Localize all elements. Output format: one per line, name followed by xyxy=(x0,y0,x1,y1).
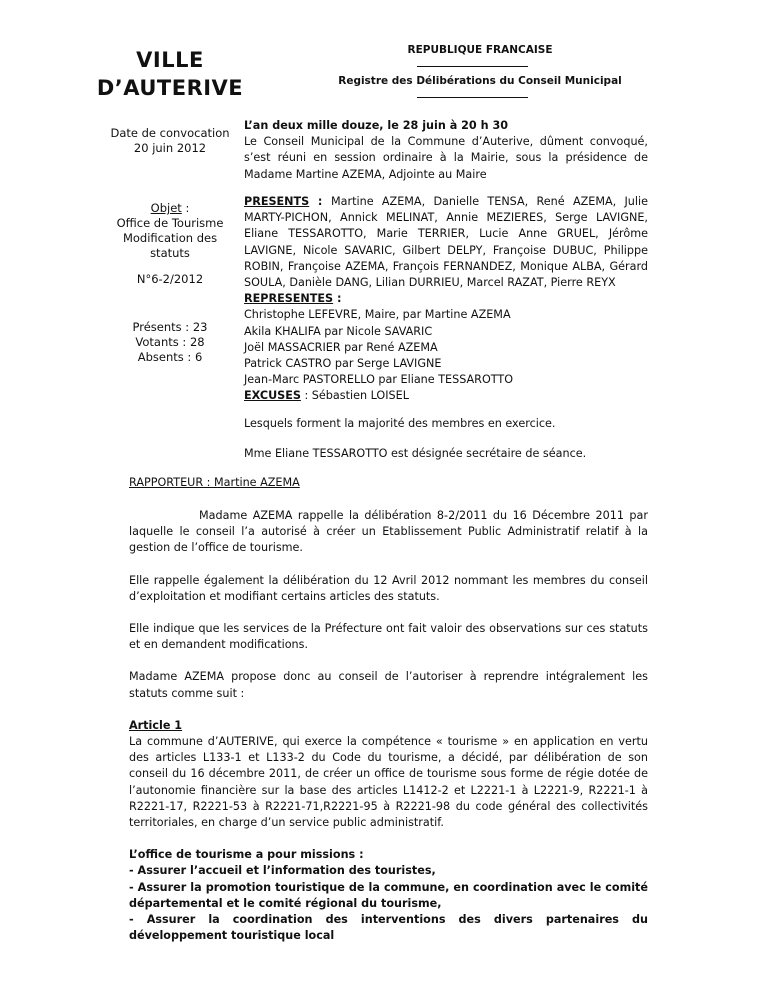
object-label: Objet xyxy=(150,201,182,215)
session-date: L’an deux mille douze, le 28 juin à 20 h 30 xyxy=(244,119,509,132)
article-title: Article 1 xyxy=(129,718,183,732)
paragraph-proposal: Madame AZEMA propose donc au conseil de l’autoriser à reprendre intégralement les statuts comme suit : xyxy=(129,670,648,700)
missions-title: L’office de tourisme a pour missions : xyxy=(129,848,364,862)
town-name xyxy=(86,46,254,102)
object-line-2: Modification des xyxy=(122,231,218,245)
represented-sep: : xyxy=(333,292,342,306)
represented-item: Akila KHALIFA par Nicole SAVARIC xyxy=(244,324,433,338)
excused-list: : Sébastien LOISEL xyxy=(300,389,409,403)
object-line-1: Office de Tourisme xyxy=(116,216,224,230)
session-intro: Le Conseil Municipal de la Commune d’Auterive, dûment convoqué, s’est réuni en session ordinaire à la Mairie, sous la présidence de Madame Martine AZEMA, Adjointe au Maire xyxy=(244,135,648,181)
header-rule-1 xyxy=(417,66,528,67)
paragraph-recall-2: Elle rappelle également la délibération du 12 Avril 2012 nommant les membres du conseil d’exploitation et modifiant certains articles des statuts. xyxy=(129,573,648,603)
vote-counts xyxy=(86,320,254,365)
attendance-block xyxy=(244,194,648,405)
deliberation-body xyxy=(129,508,648,944)
presents-list: Martine AZEMA, Danielle TENSA, René AZEMA, Julie MARTY-PICHON, Annick MELINAT, Annie MEZIERES, Serge LAVIGNE, Eliane TESSAROTTO, Marie TERRIER, Lucie Anne GRUEL, Jérôme LAVIGNE, Nicole SAVARIC, Gilbert DELPY, Françoise DUBUC, Philippe ROBIN, Françoise AZEMA, François FERNANDEZ, Monique ALBA, Gérard SOULA, Danièle DANG, Lilian DURRIEU, Marcel RAZAT, Pierre REYX xyxy=(244,195,649,290)
presents-count: Présents : 23 xyxy=(132,320,208,334)
town-line-2: D’AUTERIVE xyxy=(96,76,244,100)
paragraph-recall: Madame AZEMA rappelle la délibération 8-2/2011 du 16 Décembre 2011 par laquelle le conseil l’a autorisé à créer un Etablissement Public Administratif relatif à la gestion de l’office de tourisme. xyxy=(129,509,648,555)
excused-label: EXCUSES xyxy=(244,389,301,403)
session-block xyxy=(244,118,648,183)
represented-item: Joël MASSACRIER par René AZEMA xyxy=(244,340,438,354)
object-sep: : xyxy=(181,201,190,215)
majority-statement: Lesquels forment la majorité des membres en exercice. xyxy=(244,417,556,430)
secretary-statement: Mme Eliane TESSAROTTO est désignée secrétaire de séance. xyxy=(244,447,587,460)
mission-item: - Assurer la promotion touristique de la commune, en coordination avec le comité départemental et le comité régional du tourisme, xyxy=(129,880,648,910)
presents-sep: : xyxy=(309,195,331,208)
object-block xyxy=(86,201,254,261)
represented-item: Christophe LEFEVRE, Maire, par Martine AZEMA xyxy=(244,308,511,322)
mission-item: - Assurer la coordination des interventions des divers partenaires du développement touristique local xyxy=(129,913,648,943)
represented-label: REPRESENTES xyxy=(244,292,334,306)
convocation-block xyxy=(86,126,254,156)
presents-label: PRESENTS xyxy=(244,195,310,208)
convocation-date: 20 juin 2012 xyxy=(133,141,207,155)
represented-item: Patrick CASTRO par Serge LAVIGNE xyxy=(244,357,442,371)
represented-item: Jean-Marc PASTORELLO par Eliane TESSAROTTO xyxy=(244,373,514,387)
mission-item: - Assurer l’accueil et l’information des touristes, xyxy=(129,864,436,878)
town-line-1: VILLE xyxy=(136,48,204,72)
absents-count: Absents : 6 xyxy=(137,350,203,364)
article-text: La commune d’AUTERIVE, qui exerce la compétence « tourisme » en application en vertu des articles L133-1 et L133-2 du Code du tourisme, a décidé, par délibération de son conseil du 16 décembre 2011, de créer un office de tourisme sous forme de régie dotée de l’autonomie financière sur la base des articles L1412-2 et L2221-1 à L2221-9, R2221-1 à R2221-17, R2221-53 à R2221-71,R2221-95 à R2221-98 du code général des collectivités territoriales, en charge d’un service public administratif. xyxy=(129,735,648,830)
reference-number: N°6-2/2012 xyxy=(136,272,204,286)
header-rule-2 xyxy=(417,97,528,98)
convocation-label: Date de convocation xyxy=(110,126,230,140)
register-heading: Registre des Délibérations du Conseil Municipal xyxy=(338,75,622,87)
paragraph-prefecture: Elle indique que les services de la Préfecture ont fait valoir des observations sur ces statuts et en demandent modifications. xyxy=(129,622,648,652)
object-line-3: statuts xyxy=(150,246,190,260)
votants-count: Votants : 28 xyxy=(135,335,205,349)
rapporteur-line: RAPPORTEUR : Martine AZEMA xyxy=(129,476,300,489)
republic-heading: REPUBLIQUE FRANCAISE xyxy=(407,44,553,56)
